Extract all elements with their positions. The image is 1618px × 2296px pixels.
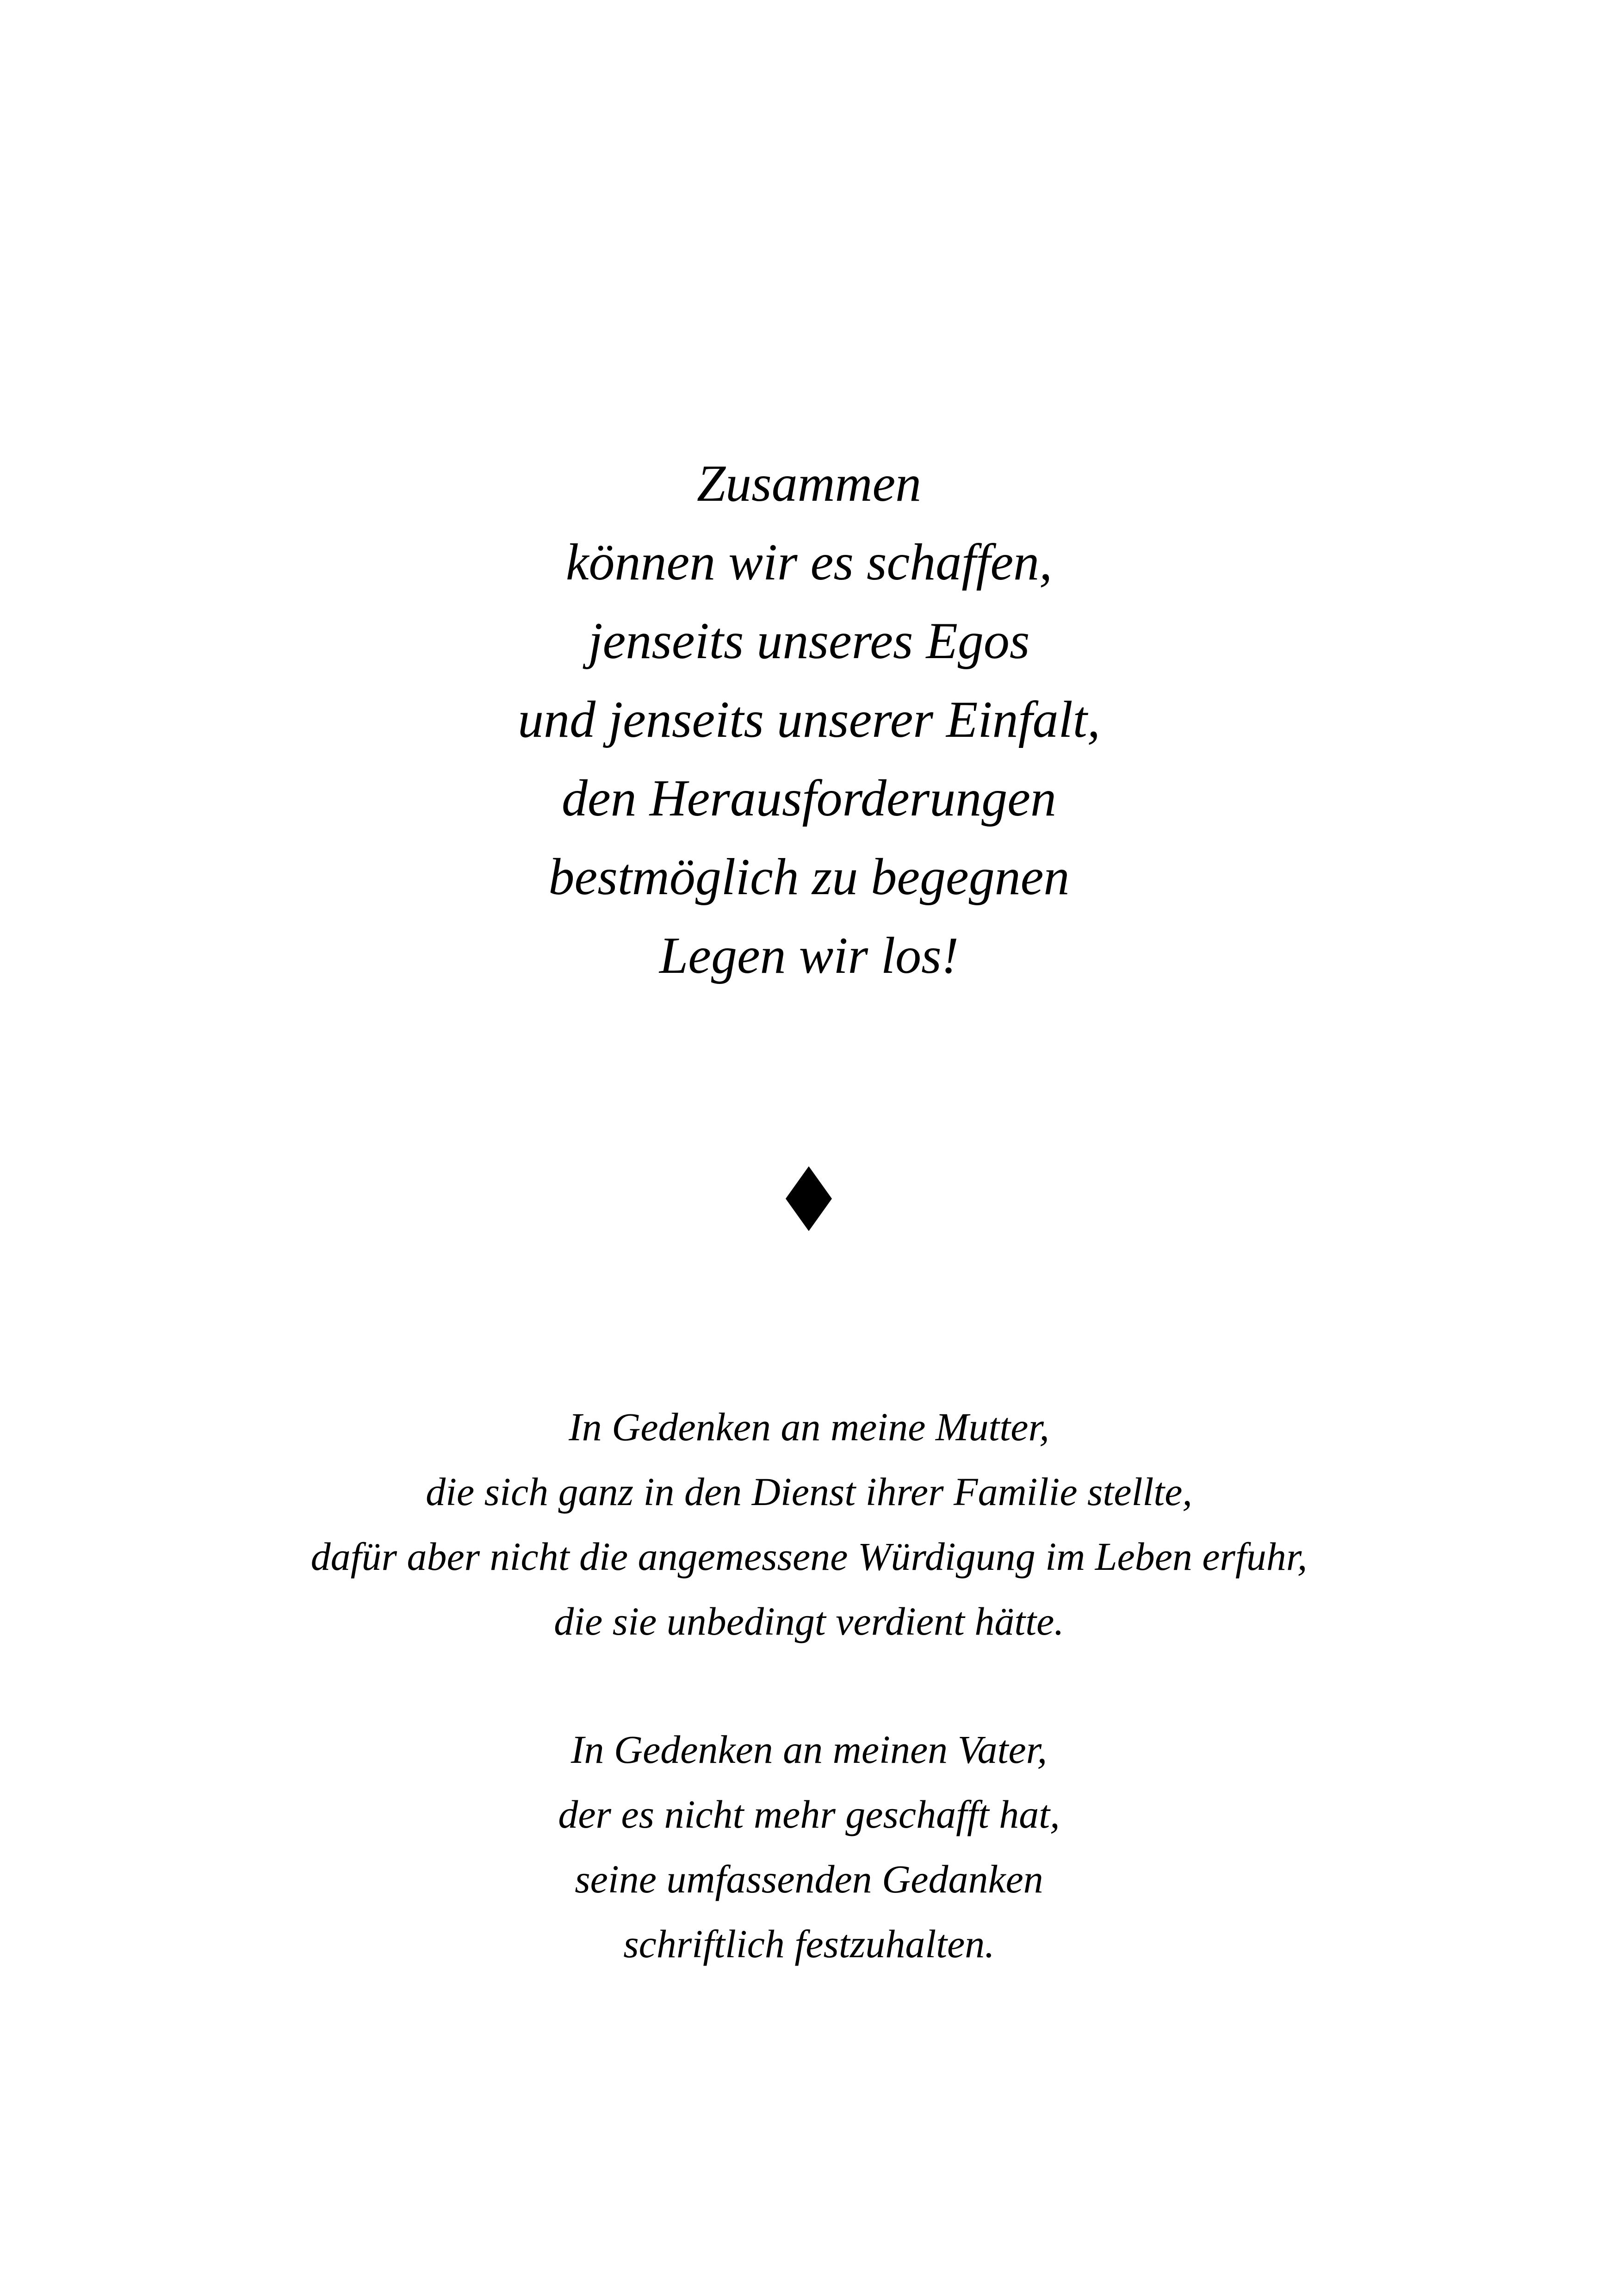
dedication-line: seine umfassenden Gedanken (575, 1857, 1043, 1901)
dedication-line: die sich ganz in den Dienst ihrer Familie stellte, (426, 1469, 1192, 1514)
dedication-line: schriftlich festzuhalten. (623, 1922, 995, 1966)
dedication-line: dafür aber nicht die angemessene Würdigung im Leben erfuhr, (310, 1534, 1308, 1579)
dedication-mother (0, 1394, 1618, 1654)
dedication-line: In Gedenken an meine Mutter, (569, 1405, 1049, 1449)
dedication-line: die sie unbedingt verdient hätte. (554, 1599, 1064, 1643)
diamond-icon (786, 1166, 832, 1231)
poem-line: und jenseits unserer Einfalt, (518, 691, 1100, 748)
poem-line: jenseits unseres Egos (588, 612, 1030, 670)
poem-line: bestmöglich zu begegnen (548, 848, 1070, 906)
dedication-line: der es nicht mehr geschafft hat, (558, 1792, 1060, 1836)
dedication-father (0, 1717, 1618, 1976)
epigraph-poem (0, 444, 1618, 995)
dedication-line: In Gedenken an meinen Vater, (570, 1727, 1048, 1772)
poem-line: Zusammen (696, 455, 922, 512)
poem-line: den Herausforderungen (561, 770, 1057, 827)
poem-line: können wir es schaffen, (565, 534, 1053, 591)
poem-line: Legen wir los! (659, 927, 959, 984)
